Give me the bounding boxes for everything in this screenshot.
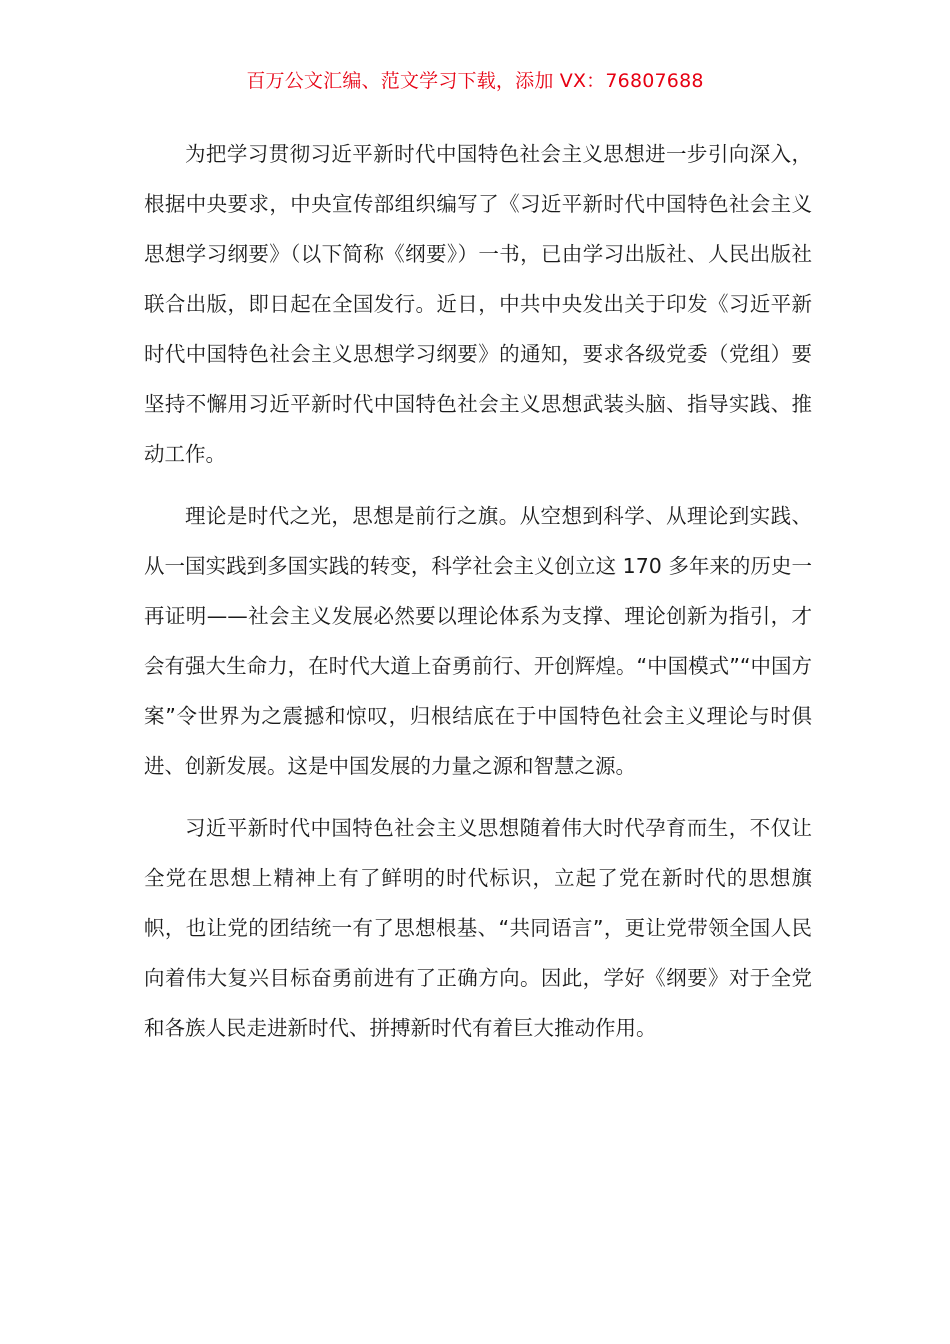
document-body: [144, 129, 812, 1053]
paragraph-2: 理论是时代之光，思想是前行之旗。从空想到科学、从理论到实践、从一国实践到多国实践的转变，科学社会主义创立这 170 多年来的历史一再证明——社会主义发展必然要以理论体系为支撑、理论创新为指引，才会有强大生命力，在时代大道上奋勇前行、开创辉煌。“中国模式”“中国方案”令世界为之震撼和惊叹，归根结底在于中国特色社会主义理论与时俱进、创新发展。这是中国发展的力量之源和智慧之源。: [144, 504, 812, 778]
paragraph-3: 习近平新时代中国特色社会主义思想随着伟大时代孕育而生，不仅让全党在思想上精神上有了鲜明的时代标识，立起了党在新时代的思想旗帜，也让党的团结统一有了思想根基、“共同语言”，更让党带领全国人民向着伟大复兴目标奋勇前进有了正确方向。因此，学好《纲要》对于全党和各族人民走进新时代、拼搏新时代有着巨大推动作用。: [144, 816, 812, 1040]
header-promo-note: 百万公文汇编、范文学习下载，添加 VX：76807688: [246, 70, 704, 92]
paragraph-1: 为把学习贯彻习近平新时代中国特色社会主义思想进一步引向深入，根据中央要求，中央宣传部组织编写了《习近平新时代中国特色社会主义思想学习纲要》（以下简称《纲要》）一书，已由学习出版社、人民出版社联合出版，即日起在全国发行。近日，中共中央发出关于印发《习近平新时代中国特色社会主义思想学习纲要》的通知，要求各级党委（党组）要坚持不懈用习近平新时代中国特色社会主义思想武装头脑、指导实践、推动工作。: [144, 142, 812, 466]
